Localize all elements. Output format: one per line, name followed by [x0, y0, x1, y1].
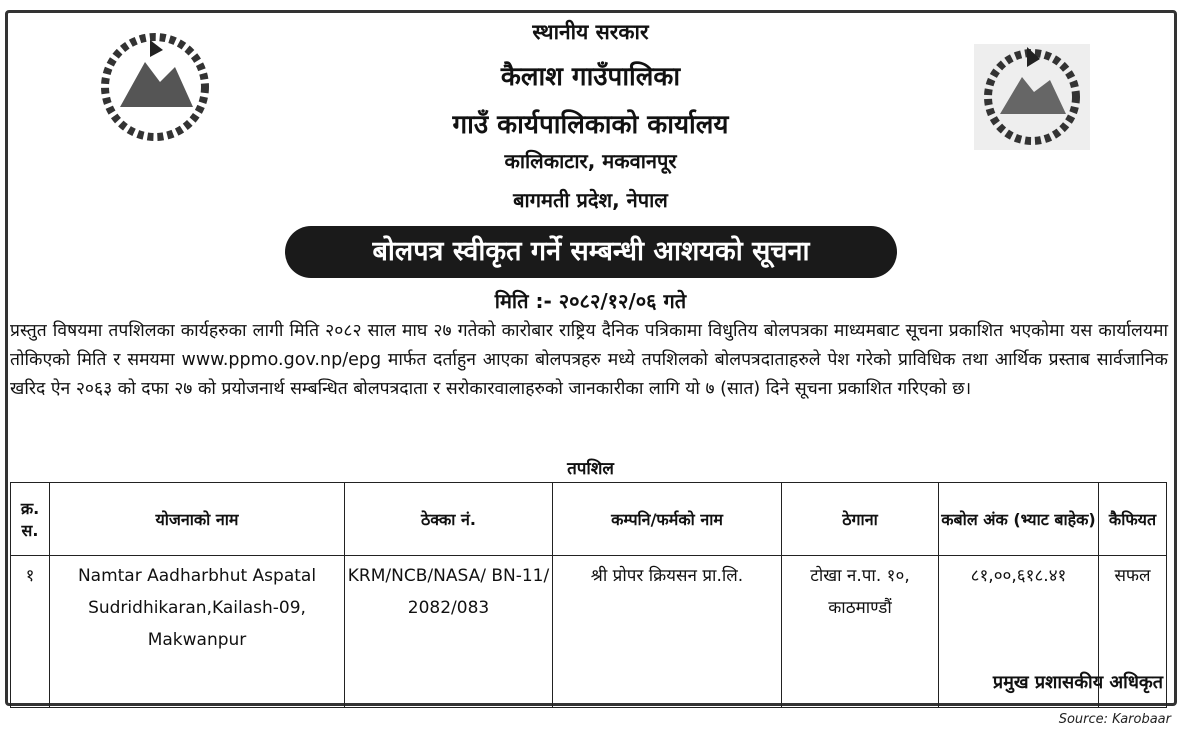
header-line-1: स्थानीय सरकार: [532, 20, 649, 44]
municipality-name: कैलाश गाउँपालिका: [500, 62, 681, 92]
col-company: कम्पनि/फर्मको नाम: [553, 483, 782, 556]
province-line: बागमती प्रदेश, नेपाल: [513, 188, 668, 212]
col-contract-no: ठेक्का नं.: [345, 483, 553, 556]
notice-body: प्रस्तुत विषयमा तपशिलका कार्यहरुका लागी मिति २०८२ साल माघ २७ गतेको कारोबार राष्ट्रिय दैनिक पत्रिकामा विधुतिय बोलपत्रका माध्यमबाट सूचना प्रकाशित भएकोमा यस कार्यालयमा तोकिएको मिति र समयमा www.ppmo.gov.np/epg मार्फत दर्ताहुन आएका बोलपत्रहरु मध्ये तपशिलको बोलपत्रदाताहरुले पेश गरेको प्राविधिक तथा आर्थिक प्रस्ताब सार्वजानिक खरिद ऐन २०६३ को दफा २७ को प्रयोजनार्थ सम्बन्धित बोलपत्रदाता र सरोकारवालाहरुको जानकारीका लागि यो ७ (सात) दिने सूचना प्रकाशित गरिएको छ।: [10, 321, 1168, 399]
col-sn: क्र. स.: [11, 483, 50, 556]
cell-contract-no: KRM/NCB/NASA/ BN-11/ 2082/083: [345, 556, 553, 708]
signature: प्रमुख प्रशासकीय अधिकृत: [992, 672, 1163, 693]
office-name: गाउँ कार्यपालिकाको कार्यालय: [452, 110, 729, 140]
col-bid-amount: कबोल अंक (भ्याट बाहेक): [939, 483, 1099, 556]
notice-date: मिति :- २०८२/१२/०६ गते: [494, 289, 687, 313]
cell-sn: १: [11, 556, 50, 708]
table-header-row: [11, 483, 1167, 556]
cell-remarks: सफल: [1099, 556, 1167, 708]
notice-title: बोलपत्र स्वीकृत गर्ने सम्बन्धी आशयको सूचना: [285, 226, 897, 278]
cell-address: टोखा न.पा. १०, काठमाण्डौं: [782, 556, 939, 708]
col-project: योजनाको नाम: [50, 483, 345, 556]
source-credit: Source: Karobaar: [1058, 712, 1171, 727]
cell-bid-amount: ८१,००,६१८.४१: [939, 556, 1099, 708]
cell-company: श्री प्रोपर क्रियसन प्रा.लि.: [553, 556, 782, 708]
col-remarks: कैफियत: [1099, 483, 1167, 556]
address-line: कालिकाटार, मकवानपूर: [504, 149, 677, 173]
cell-project: Namtar Aadharbhut Aspatal Sudridhikaran,Kailash-09, Makwanpur: [50, 556, 345, 708]
col-address: ठेगाना: [782, 483, 939, 556]
table-caption: तपशिल: [567, 459, 614, 479]
